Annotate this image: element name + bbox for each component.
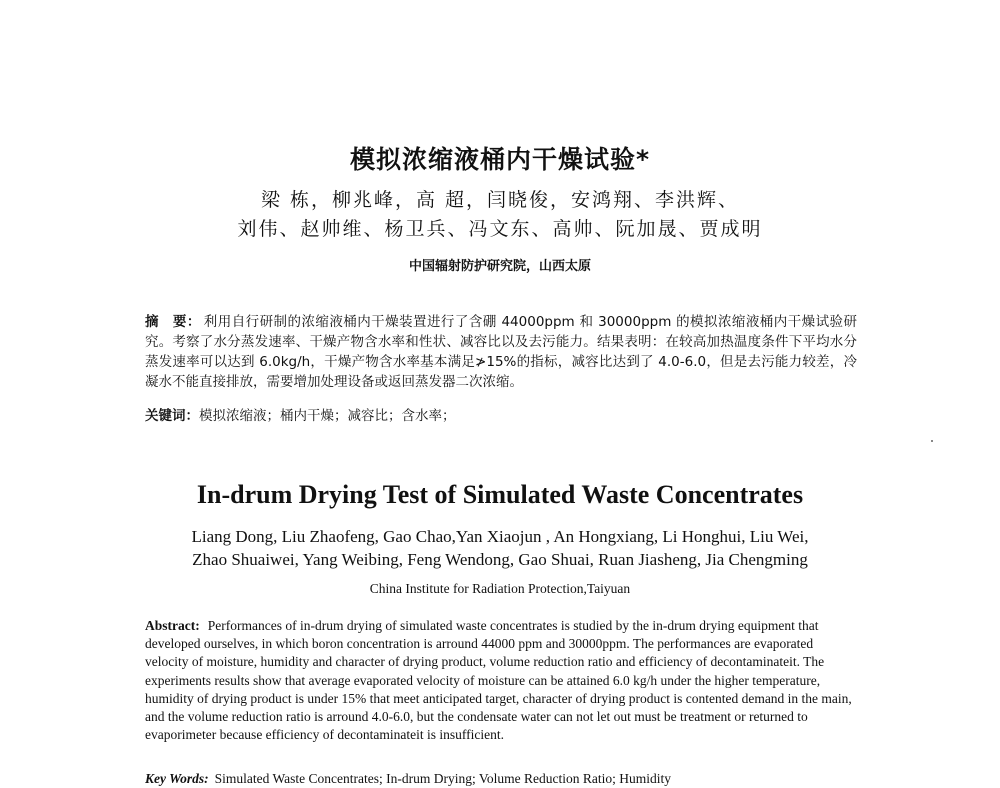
chinese-affiliation: 中国辐射防护研究院，山西太原 [408, 259, 591, 274]
english-abstract [145, 617, 857, 744]
english-keywords-text: Simulated Waste Concentrates; In-drum Drying; Volume Reduction Ratio; Humidity [214, 771, 671, 786]
chinese-authors-line-2: 刘伟、赵帅维、杨卫兵、冯文东、高帅、阮加晟、贾成明 [237, 218, 763, 240]
chinese-abstract [145, 312, 857, 392]
chinese-abstract-text: 利用自行研制的浓缩液桶内干燥装置进行了含硼 44000ppm 和 30000ppm 的模拟浓缩液桶内干燥试验研究。考察了水分蒸发速率、干燥产物含水率和性状、减容比以及去污能力。结果表明：在较高加热温度条件下平均水分蒸发速率可以达到 6.0kg/h，干燥产物含水率基本满足≯15%的指标，减容比达到了 4.0-6.0，但是去污能力较差，冷凝水不能直接排放，需要增加处理设备或返回蒸发器二次浓缩。 [145, 314, 857, 390]
english-keywords-label: Key Words: [145, 771, 209, 786]
scan-speck [931, 440, 933, 442]
english-abstract-label: Abstract: [145, 618, 200, 633]
english-keywords [145, 770, 857, 788]
english-abstract-text: Performances of in-drum drying of simulated waste concentrates is studied by the in-drum drying equipment that developed ourselves, in which boron concentration is arround 44000 ppm and 30000ppm. The performances are evaporated velocity of moisture, humidity and character of drying product, volume reduction ratio and efficiency of decontaminateit. The experiments results show that average evaporated velocity of moisture can be attained 6.0 kg/h under the higher temperature, humidity of drying product is under 15% that meet anticipated target, character of drying product is contented demand in the main, and the volume reduction ratio is arround 4.0-6.0, but the condensate water can not let out must be treatment or returned to evaporimeter because efficiency of decontaminateit is insufficient. [145, 618, 852, 743]
chinese-keywords-label: 关键词： [145, 408, 199, 424]
english-authors-line-2: Zhao Shuaiwei, Yang Weibing, Feng Wendong, Gao Shuai, Ruan Jiasheng, Jia Chengming [192, 550, 808, 569]
english-authors [0, 525, 1000, 571]
english-affiliation: China Institute for Radiation Protection,Taiyuan [369, 581, 631, 596]
chinese-keywords [145, 406, 857, 426]
english-title: In-drum Drying Test of Simulated Waste Concentrates [196, 480, 804, 509]
chinese-keywords-text: 模拟浓缩液；桶内干燥；减容比；含水率； [199, 408, 456, 424]
chinese-authors-line-1: 梁 栋，柳兆峰，高 超，闫晓俊，安鸿翔、李洪辉、 [260, 189, 740, 211]
chinese-title: 模拟浓缩液桶内干燥试验* [349, 145, 651, 174]
english-authors-line-1: Liang Dong, Liu Zhaofeng, Gao Chao,Yan Xiaojun , An Hongxiang, Li Honghui, Liu Wei, [191, 527, 809, 546]
chinese-abstract-label: 摘 要： [145, 314, 201, 330]
